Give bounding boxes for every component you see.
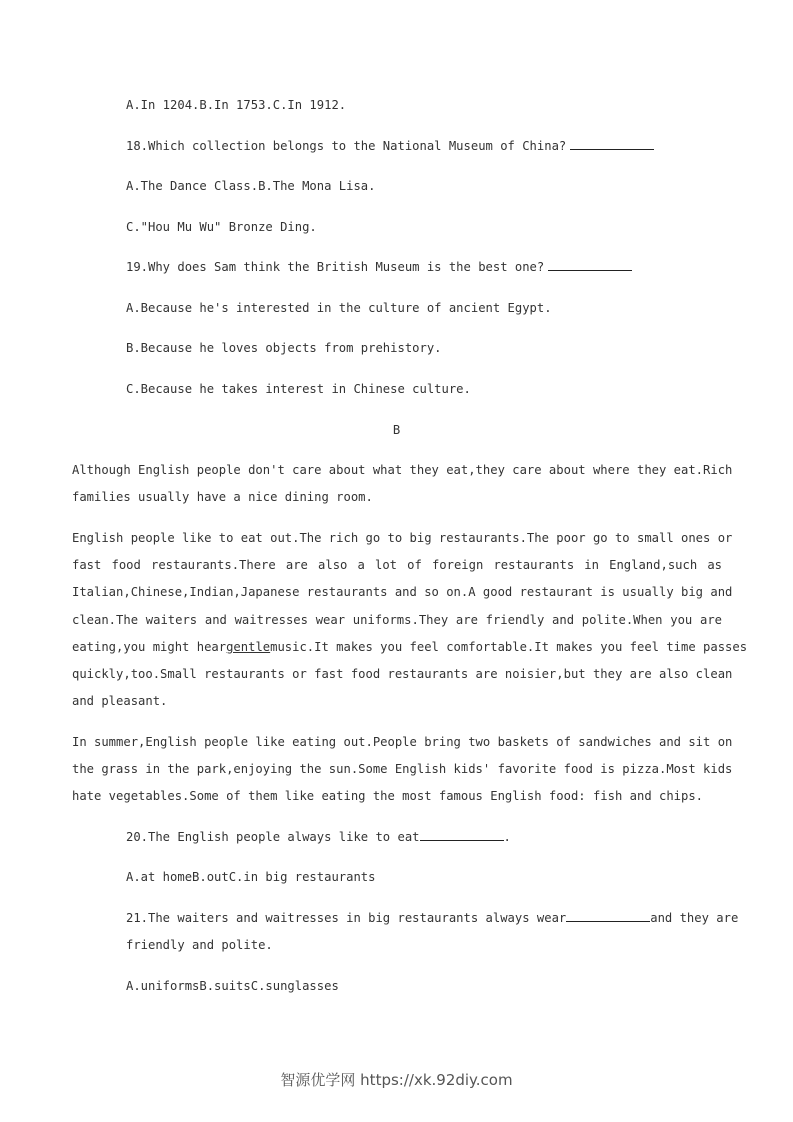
q20-question-end: . — [503, 830, 511, 844]
footer-watermark: 智源优学网 https://xk.92diy.com — [280, 1071, 513, 1089]
passage-text-before-gentle: eating,you might hear — [72, 640, 227, 654]
passage-p2-line: fast food restaurants.There are also a lot of foreign restaurants in England,such as — [72, 558, 722, 572]
q21-options: A.uniformsB.suitsC.sunglasses — [126, 979, 339, 993]
passage-p2-line: English people like to eat out.The rich go to big restaurants.The poor go to small ones or — [72, 531, 733, 545]
passage-p2-line: and pleasant. — [72, 694, 168, 708]
q21-answer-blank — [566, 910, 650, 922]
passage-p3-line: In summer,English people like eating out.People bring two baskets of sandwiches and sit on — [72, 735, 733, 749]
q21-question — [126, 910, 739, 926]
q21-question-after: and they are — [650, 911, 739, 925]
q18-option-c: C."Hou Mu Wu" Bronze Ding. — [126, 220, 317, 234]
q18-question — [126, 138, 654, 154]
passage-p2-line: quickly,too.Small restaurants or fast food restaurants are noisier,but they are also clean — [72, 667, 733, 681]
q19-question — [126, 259, 632, 275]
passage-p1-line: families usually have a nice dining room. — [72, 490, 373, 504]
q19-option-a: A.Because he's interested in the culture of ancient Egypt. — [126, 301, 552, 315]
q20-options: A.at homeB.outC.in big restaurants — [126, 870, 376, 884]
q18-options-ab: A.The Dance Class.B.The Mona Lisa. — [126, 179, 376, 193]
q19-answer-blank — [548, 259, 632, 271]
passage-p3-line: hate vegetables.Some of them like eating the most famous English food: fish and chips. — [72, 789, 704, 803]
q20-question-text: 20.The English people always like to eat — [126, 830, 420, 844]
section-b-heading: B — [392, 423, 401, 437]
q19-question-text: 19.Why does Sam think the British Museum is the best one? — [126, 260, 545, 274]
q17-options: A.In 1204.B.In 1753.C.In 1912. — [126, 98, 347, 112]
passage-text-after-gentle: music.It makes you feel comfortable.It makes you feel time passes — [270, 640, 748, 654]
passage-p2-line — [72, 639, 748, 655]
q20-answer-blank — [420, 829, 504, 841]
passage-p2-line: Italian,Chinese,Indian,Japanese restaurants and so on.A good restaurant is usually big and — [72, 585, 733, 599]
q18-question-text: 18.Which collection belongs to the National Museum of China? — [126, 139, 567, 153]
q18-answer-blank — [570, 138, 654, 150]
passage-p1-line: Although English people don't care about what they eat,they care about where they eat.Rich — [72, 463, 733, 477]
q20-question — [126, 829, 511, 845]
passage-p3-line: the grass in the park,enjoying the sun.Some English kids' favorite food is pizza.Most kids — [72, 762, 733, 776]
q19-option-c: C.Because he takes interest in Chinese culture. — [126, 382, 471, 396]
q21-question-line2: friendly and polite. — [126, 938, 273, 952]
q19-option-b: B.Because he loves objects from prehistory. — [126, 341, 442, 355]
underlined-word-gentle: gentle — [226, 640, 271, 654]
passage-p2-line: clean.The waiters and waitresses wear uniforms.They are friendly and polite.When you are — [72, 613, 722, 627]
q21-question-start: 21.The waiters and waitresses in big restaurants always wear — [126, 911, 567, 925]
